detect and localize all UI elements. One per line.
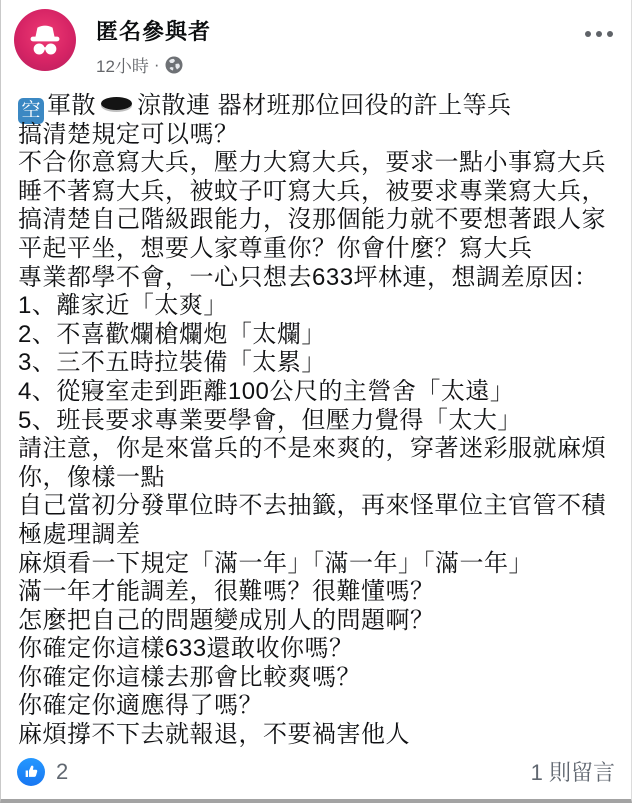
post-text-line: 你確定你適應得了嗎？ [18,692,263,720]
post-text-line: 3、三不五時拉裝備「太累」 [18,349,326,377]
post-text-line: 你確定你這樣633還敢收你嗎？ [18,635,354,663]
post-text-line: 搞清楚自己階級跟能力，沒那個能力就不要想著跟人家 [18,206,606,234]
post-meta [96,52,211,77]
post-text-line: 極處理調差 [18,520,141,548]
post-text-line: 麻煩看一下規定「滿一年」「滿一年」「滿一年」 [18,549,533,577]
post-text-line: 專業都學不會，一心只想去633坪林連，想調差原因： [18,263,599,291]
post-text-line-first [18,92,615,121]
post-text-line: 5、班長要求專業要學會，但壓力覺得「太大」 [18,406,522,434]
meta-separator: · [153,54,160,74]
timestamp[interactable]: 12小時 [96,57,149,76]
post-text-line: 自己當初分發單位時不去抽籤，再來怪單位主官管不積 [18,492,606,520]
post-header [1,0,631,77]
ellipsis-dot [607,31,613,37]
post-text-line: 睡不著寫大兵，被蚊子叮寫大兵，被要求專業寫大兵， [18,177,606,205]
post-text-line: 請注意，你是來當兵的不是來爽的，穿著迷彩服就麻煩 [18,435,606,463]
post-footer [17,756,615,787]
post-text: 涼散連 器材班那位回役的許上等兵 [137,92,512,119]
post-text-line: 4、從寢室走到距離100公尺的主營舍「太遠」 [18,377,515,405]
header-text [96,9,211,77]
post-text: 軍散 [47,92,96,119]
avatar[interactable] [14,9,76,71]
vacancy-button-emoji [18,98,44,124]
like-icon[interactable] [17,758,45,786]
post-text-line: 怎麼把自己的問題變成別人的問題啊？ [18,606,435,634]
post-options-button[interactable] [581,27,617,41]
post-text-lines [18,121,615,750]
ellipsis-dot [585,31,591,37]
black-cloud-emoji [101,97,132,110]
comment-count[interactable]: 1 則留言 [530,760,615,785]
post-text-line: 搞清楚規定可以嗎？ [18,120,239,148]
post-text-line: 你，像樣一點 [18,463,165,491]
post-text-line: 你確定你這樣去那會比較爽嗎？ [18,663,361,691]
vacancy-char: 空 [21,100,41,121]
post-text-line: 1、離家近「太爽」 [18,292,228,320]
ellipsis-dot [596,31,602,37]
post-text-line: 不合你意寫大兵，壓力大寫大兵，要求一點小事寫大兵 [18,149,606,177]
post-text-line: 滿一年才能調差，很難嗎？很難懂嗎？ [18,578,435,606]
like-count[interactable]: 2 [56,758,69,784]
post-body [1,77,631,750]
post-text-line: 2、不喜歡爛槍爛炮「太爛」 [18,320,326,348]
post-text-line: 麻煩撐不下去就報退，不要禍害他人 [18,721,410,749]
post-text-line: 平起平坐，想要人家尊重你？你會什麼？寫大兵 [18,234,533,262]
author-name[interactable]: 匿名參與者 [96,19,212,44]
globe-icon [165,56,183,74]
incognito-icon [23,18,67,62]
